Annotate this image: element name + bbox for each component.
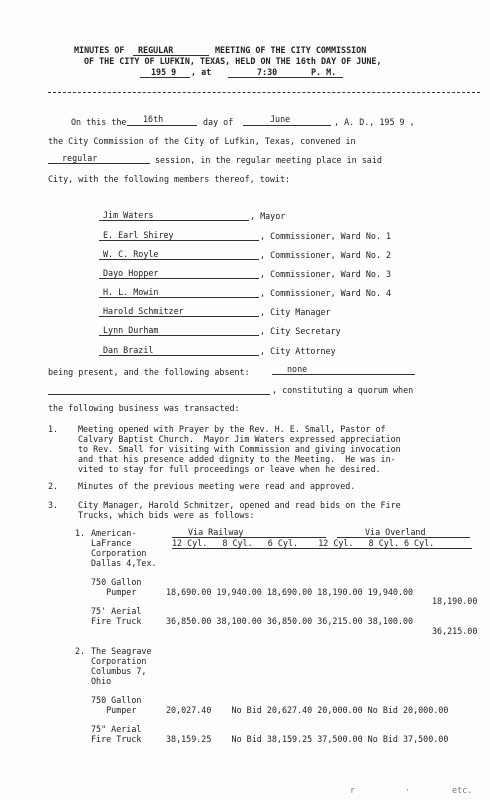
member-name: H. L. Mowin [103,287,159,297]
opening-text-2: day of [203,117,234,127]
bidder-number: 1. [75,528,86,538]
member-underline [99,335,259,336]
cylinder-headers-underline [172,548,472,549]
bidder-name-line: Ohio [91,676,112,686]
item-line: to Rev. Small for visiting with Commission and giving invocation [78,444,401,454]
member-underline [99,240,259,241]
header-line-2: OF THE CITY OF LUFKIN, TEXAS, HELD ON THE 16th DAY OF JUNE, [84,56,382,66]
aerial-bid-extra: 36,215.00 [432,626,478,636]
header-time: 7:30 [257,67,278,77]
item-line: Trucks, which bids were as follows: [78,510,255,520]
header-ampm: P. M. [311,67,337,77]
member-name: Harold Schmitzer [103,306,184,316]
quorum-text: , constituting a quorum when [272,385,414,395]
member-name: W. C. Royle [103,249,159,259]
opening-line-4: City, with the following members thereof, towit: [48,174,291,184]
opening-line-3: session, in the regular meeting place in said [155,155,382,165]
member-name: E. Earl Shirey [103,230,174,240]
member-role: , City Attorney [260,346,336,356]
member-name: Dayo Hopper [103,268,159,278]
item-line: City Manager, Harold Schmitzer, opened and read bids on the Fire [78,500,401,510]
bidder-name-line: American- [91,528,137,538]
absent-underline-2 [48,394,270,395]
cylinder-headers: 12 Cyl. 8 Cyl. 6 Cyl. 12 Cyl. 8 Cyl. 6 Cyl. [172,538,435,548]
member-role: , Mayor [250,211,286,221]
item-line: vited to stay for full proceedings or leave when he desired. [78,464,381,474]
member-role: , Commissioner, Ward No. 3 [260,269,392,279]
bidder-name-line: LaFrance [91,538,132,548]
absent-label: being present, and the following absent: [48,367,250,377]
pumper-bid-values: 18,690.00 19,940.00 18,690.00 18,190.00 19,940.00 [166,587,414,597]
absent-value: none [287,364,308,374]
member-underline [99,278,259,279]
header-prefix: MINUTES OF [74,45,125,55]
member-underline [99,297,259,298]
transacted-line: the following business was transacted: [48,403,240,413]
aerial-label: 75' Aerial [91,606,142,616]
opening-day: 16th [143,114,164,124]
pumper-label: 750 Gallon [91,695,142,705]
opening-text-3: , A. D., 195 9 , [334,117,415,127]
bidder-name-line: Columbus 7, [91,666,147,676]
absent-underline-1 [272,374,415,375]
item-line: and that his presence added dignity to the Meeting. He was in- [78,454,396,464]
session-underline [48,163,150,164]
header-year: 195 9 [151,67,177,77]
bidder-name-line: Corporation [91,656,147,666]
pumper-bid-extra: 18,190.00 [432,596,478,606]
pumper-label: Pumper [91,705,137,715]
bidder-name-line: Corporation [91,548,147,558]
member-underline [99,355,259,356]
member-underline [99,316,259,317]
scan-mark: r [350,785,356,795]
scan-mark: etc. [452,785,473,795]
header-at: , at [191,67,212,77]
opening-text-1: On this the [71,117,127,127]
aerial-bid-values: 38,159.25 No Bid 38,159.25 37,500.00 No Bid 37,500.00 [166,734,449,744]
member-underline [99,220,249,221]
header-divider [48,92,480,93]
member-name: Jim Waters [103,210,154,220]
pumper-label: 750 Gallon [91,577,142,587]
member-name: Lynn Durham [103,325,159,335]
item-line: Meeting opened with Prayer by the Rev. H. E. Small, Pastor of [78,424,386,434]
year-underline [140,77,190,78]
aerial-label: 75" Aerial [91,724,142,734]
item-number: 1. [48,424,59,434]
opening-line-2: the City Commission of the City of Lufkin, Texas, convened in [48,136,356,146]
member-role: , Commissioner, Ward No. 4 [260,288,392,298]
aerial-label: Fire Truck [91,734,142,744]
time-underline [228,77,343,78]
member-name: Dan Brazil [103,345,154,355]
aerial-bid-values: 36,850.00 38,100.00 36,850.00 36,215.00 38,100.00 [166,616,414,626]
header-title: MEETING OF THE CITY COMMISSION [215,45,367,55]
opening-month: June [270,114,291,124]
member-role: , Commissioner, Ward No. 2 [260,250,392,260]
meeting-type: REGULAR [138,45,174,55]
member-role: , Commissioner, Ward No. 1 [260,231,392,241]
member-underline [99,259,259,260]
month-underline [243,125,331,126]
pumper-label: Pumper [91,587,137,597]
item-line: Minutes of the previous meeting were read and approved. [78,481,356,491]
via-railway-header: Via Railway [188,527,244,537]
bidder-number: 2. [75,646,86,656]
member-role: , City Manager [260,307,331,317]
member-role: , City Secretary [260,326,341,336]
item-line: Calvary Baptist Church. Mayor Jim Waters expressed appreciation [78,434,401,444]
day-underline [127,125,197,126]
session-type: regular [62,153,98,163]
item-number: 3. [48,500,59,510]
bidder-name-line: Dallas 4,Tex. [91,558,157,568]
via-overland-header: Via Overland [365,527,426,537]
scan-mark: · [405,785,411,795]
item-number: 2. [48,481,59,491]
bidder-name-line: The Seagrave [91,646,152,656]
pumper-bid-values: 20,027.40 No Bid 20,627.40 20,000.00 No Bid 20,000.00 [166,705,449,715]
aerial-label: Fire Truck [91,616,142,626]
